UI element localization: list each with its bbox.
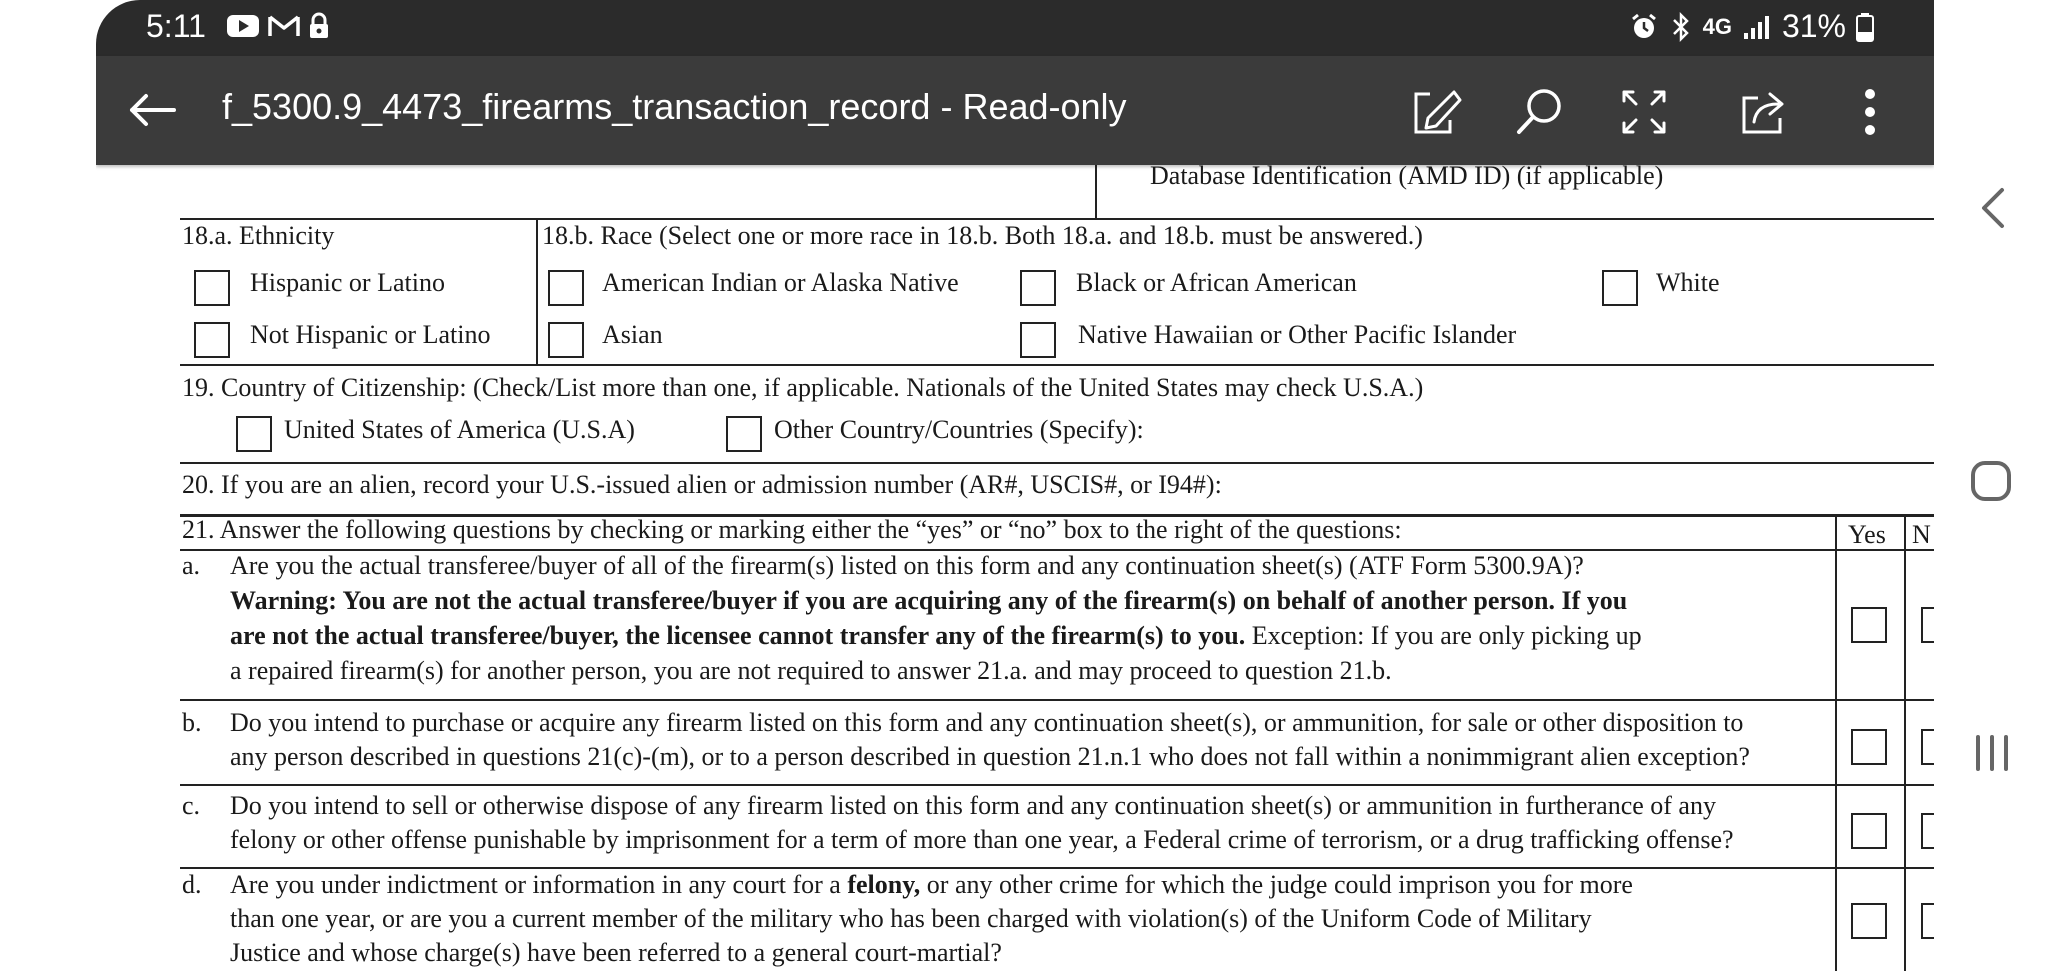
qa-warning: Warning: You are not the actual transferee/buyer if you are acquiring any of the firearm(s) on behalf of another person. If you bbox=[230, 586, 1628, 615]
checkbox-not-hispanic[interactable] bbox=[194, 322, 230, 358]
checkbox-other-country[interactable] bbox=[726, 416, 762, 452]
label-not-hispanic: Not Hispanic or Latino bbox=[250, 320, 491, 349]
label-other-country: Other Country/Countries (Specify): bbox=[774, 415, 1144, 444]
q19-label: 19. Country of Citizenship: (Check/List more than one, if applicable. Nationals of the United States may check U.S.A.) bbox=[182, 373, 1424, 402]
nav-recents-icon[interactable] bbox=[1972, 733, 2012, 773]
alarm-icon bbox=[1629, 12, 1659, 42]
qd-line1-pre: Are you under indictment or information in any court for a bbox=[230, 870, 848, 899]
qa-letter: a. bbox=[182, 551, 201, 580]
checkbox-21b-no[interactable] bbox=[1921, 729, 1934, 765]
system-status bbox=[1629, 8, 1874, 45]
qb-letter: b. bbox=[182, 708, 202, 737]
checkbox-21d-yes[interactable] bbox=[1851, 903, 1887, 939]
label-black: Black or African American bbox=[1076, 268, 1357, 297]
nav-back-icon[interactable] bbox=[1978, 186, 2008, 230]
checkbox-21a-yes[interactable] bbox=[1851, 607, 1887, 643]
label-native-hawaiian: Native Hawaiian or Other Pacific Islander bbox=[1078, 320, 1517, 349]
qa-line1: Are you the actual transferee/buyer of all of the firearm(s) listed on this form and any continuation sheet(s) (ATF Form 5300.9A)? bbox=[230, 551, 1584, 580]
amd-id-label: Database Identification (AMD ID) (if applicable) bbox=[1150, 161, 1664, 190]
q18b-label: 18.b. Race (Select one or more race in 18.b. Both 18.a. and 18.b. must be answered.) bbox=[542, 221, 1423, 250]
battery-percent: 31% bbox=[1781, 8, 1846, 44]
back-arrow-icon[interactable] bbox=[122, 80, 182, 140]
bluetooth-icon bbox=[1669, 11, 1693, 43]
checkbox-21c-no[interactable] bbox=[1921, 813, 1934, 849]
qc-line1: Do you intend to sell or otherwise dispose of any firearm listed on this form and any continuation sheet(s) or ammunition in furtherance of any bbox=[230, 791, 1716, 820]
divider bbox=[536, 218, 538, 364]
qd-line3: Justice and whose charge(s) have been referred to a general court-martial? bbox=[230, 938, 1002, 967]
label-usa: United States of America (U.S.A) bbox=[284, 415, 635, 444]
yes-column-header: Yes bbox=[1848, 520, 1886, 549]
checkbox-21d-no[interactable] bbox=[1921, 903, 1934, 939]
lock-icon bbox=[308, 12, 330, 40]
system-navigation bbox=[1934, 0, 2048, 971]
notification-icons bbox=[226, 12, 330, 40]
qd-line1-post: or any other crime for which the judge could imprison you for more bbox=[920, 870, 1633, 899]
qd-line1-bold: felony, bbox=[847, 870, 921, 899]
q20-label: 20. If you are an alien, record your U.S.-issued alien or admission number (AR#, USCIS#, or I94#): bbox=[182, 470, 1222, 499]
qc-letter: c. bbox=[182, 791, 201, 820]
label-asian: Asian bbox=[602, 320, 663, 349]
divider bbox=[180, 784, 1934, 786]
divider bbox=[180, 462, 1934, 464]
qa-line4: a repaired firearm(s) for another person, you are not required to answer 21.a. and may proceed to question 21.b. bbox=[230, 656, 1392, 685]
checkbox-american-indian[interactable] bbox=[548, 270, 584, 306]
checkbox-black[interactable] bbox=[1020, 270, 1056, 306]
checkbox-native-hawaiian[interactable] bbox=[1020, 322, 1056, 358]
network-type: 4G bbox=[1702, 13, 1732, 39]
label-white: White bbox=[1656, 268, 1720, 297]
document-title: f_5300.9_4473_firearms_transaction_record - Read-only bbox=[222, 86, 1127, 127]
label-american-indian: American Indian or Alaska Native bbox=[602, 268, 959, 297]
divider bbox=[180, 867, 1934, 869]
divider bbox=[180, 699, 1934, 701]
signal-icon bbox=[1742, 13, 1772, 41]
qb-line1: Do you intend to purchase or acquire any firearm listed on this form and any continuation sheet(s), or ammunition, for sale or other disposition to bbox=[230, 708, 1744, 737]
app-screen bbox=[96, 0, 1934, 971]
divider bbox=[1095, 165, 1097, 219]
divider bbox=[1904, 516, 1906, 971]
qc-line2: felony or other offense punishable by imprisonment for a term of more than one year, a Federal crime of terrorism, or a drug trafficking offense? bbox=[230, 825, 1734, 854]
status-bar bbox=[96, 0, 1934, 56]
search-icon[interactable] bbox=[1514, 86, 1566, 138]
share-icon[interactable] bbox=[1738, 86, 1790, 138]
status-time: 5:11 bbox=[146, 8, 206, 44]
checkbox-21a-no[interactable] bbox=[1921, 607, 1934, 643]
pdf-document-view[interactable] bbox=[96, 161, 1934, 971]
qb-line2: any person described in questions 21(c)-(m), or to a person described in question 21.n.1 who does not fall within a nonimmigrant alien exception? bbox=[230, 742, 1750, 771]
divider bbox=[180, 364, 1934, 366]
qd-letter: d. bbox=[182, 870, 202, 899]
more-options-icon[interactable] bbox=[1840, 86, 1900, 138]
qd-line2: than one year, or are you a current member of the military who has been charged with violation(s) of the Uniform Code of Military bbox=[230, 904, 1592, 933]
checkbox-hispanic[interactable] bbox=[194, 270, 230, 306]
fullscreen-icon[interactable] bbox=[1618, 86, 1670, 138]
checkbox-white[interactable] bbox=[1602, 270, 1638, 306]
checkbox-asian[interactable] bbox=[548, 322, 584, 358]
qa-line3-bold: are not the actual transferee/buyer, the licensee cannot transfer any of the firearm(s) to you. bbox=[230, 621, 1246, 650]
divider bbox=[180, 218, 1934, 220]
battery-icon bbox=[1856, 12, 1874, 42]
qd-line1 bbox=[230, 870, 1633, 900]
gmail-icon bbox=[268, 13, 300, 39]
no-column-header: N bbox=[1912, 520, 1931, 549]
qa-line3 bbox=[230, 621, 1642, 651]
youtube-icon bbox=[226, 13, 260, 39]
app-toolbar bbox=[96, 56, 1934, 165]
edit-pencil-icon[interactable] bbox=[1410, 86, 1462, 138]
checkbox-21b-yes[interactable] bbox=[1851, 729, 1887, 765]
divider bbox=[1835, 516, 1837, 971]
checkbox-usa[interactable] bbox=[236, 416, 272, 452]
qa-line3-rest: Exception: If you are only picking up bbox=[1245, 621, 1642, 650]
nav-home-icon[interactable] bbox=[1970, 460, 2012, 502]
q21-label: 21. Answer the following questions by checking or marking either the “yes” or “no” box to the right of the questions: bbox=[182, 515, 1402, 544]
checkbox-21c-yes[interactable] bbox=[1851, 813, 1887, 849]
label-hispanic: Hispanic or Latino bbox=[250, 268, 445, 297]
q18a-label: 18.a. Ethnicity bbox=[182, 221, 335, 250]
